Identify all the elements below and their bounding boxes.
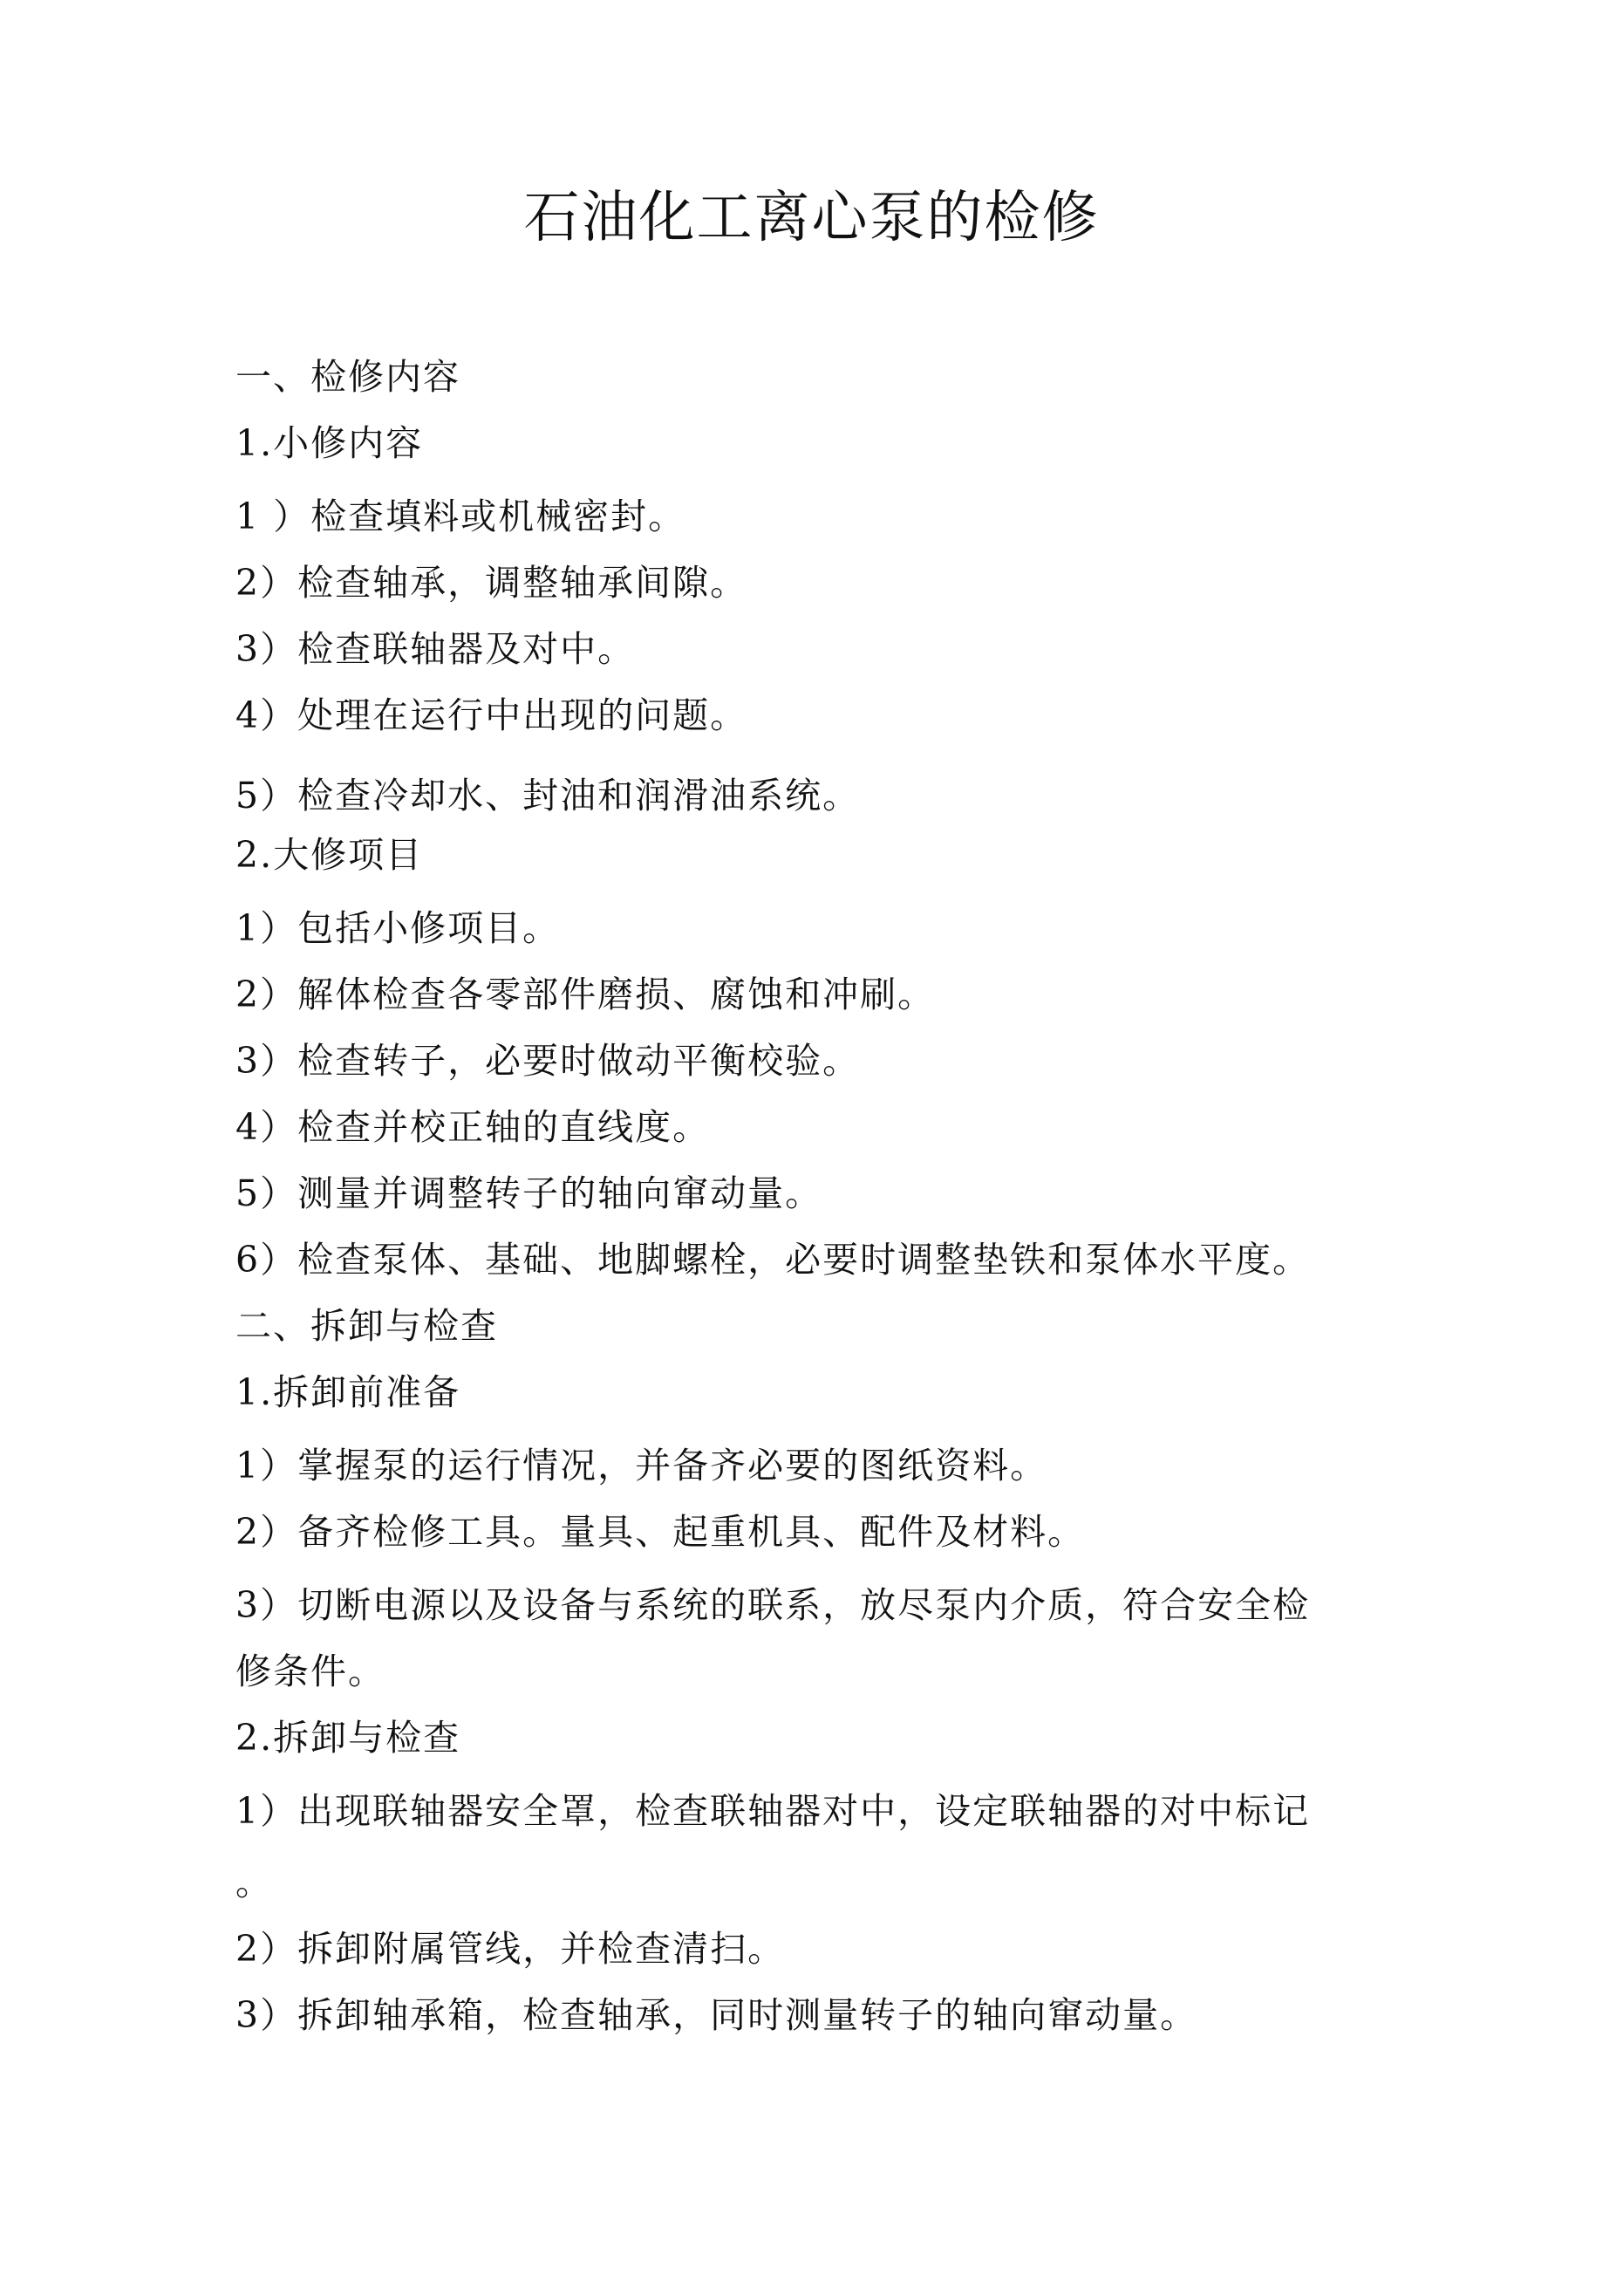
list-item: 1 ）检查填料或机械密封。	[235, 495, 686, 537]
list-item: 1）掌握泵的运行情况，并备齐必要的图纸资料。	[235, 1445, 1048, 1486]
list-item: 2）备齐检修工具。量具、起重机具、配件及材料。	[235, 1511, 1086, 1553]
page-title: 石油化工离心泵的检修	[523, 186, 1100, 250]
list-item: 4）检查并校正轴的直线度。	[235, 1106, 711, 1148]
list-item: 2）拆卸附属管线，并检查清扫。	[235, 1928, 786, 1970]
list-item-continuation: 。	[235, 1862, 273, 1903]
section-heading: 一、检修内容	[235, 356, 460, 398]
list-item: 6）检查泵体、基础、地脚螺栓，必要时调整垫铁和泵体水平度。	[235, 1239, 1311, 1281]
list-item: 1）出现联轴器安全罩，检查联轴器对中，设定联轴器的对中标记	[235, 1790, 1311, 1832]
list-item: 3）检查联轴器及对中。	[235, 628, 636, 670]
list-item: 2）检查轴承，调整轴承间隙。	[235, 562, 748, 604]
section-heading: 二、拆卸与检查	[235, 1305, 498, 1347]
list-item: 5）检查冷却水、封油和润滑油系统。	[235, 775, 861, 817]
subsection-heading: 1.拆卸前准备	[235, 1371, 461, 1413]
list-item-continuation: 修条件。	[235, 1650, 385, 1692]
list-item: 2）解体检查各零部件磨损、腐蚀和冲刷。	[235, 974, 936, 1015]
list-item: 3）拆卸轴承箱，检查轴承，同时测量转子的轴向窜动量。	[235, 1994, 1198, 2036]
list-item: 5）测量并调整转子的轴向窜动量。	[235, 1172, 823, 1214]
subsection-heading: 2.拆卸与检查	[235, 1717, 461, 1759]
list-item: 4）处理在运行中出现的问题。	[235, 694, 748, 736]
subsection-heading: 2.大修项目	[235, 834, 424, 876]
subsection-heading: 1.小修内容	[235, 422, 424, 464]
list-item: 1）包括小修项目。	[235, 907, 561, 949]
list-item: 3）切断电源以及设备与系统的联系，放尽泵内介质，符合安全检	[235, 1584, 1311, 1626]
list-item: 3）检查转子，必要时做动平衡校验。	[235, 1040, 861, 1082]
